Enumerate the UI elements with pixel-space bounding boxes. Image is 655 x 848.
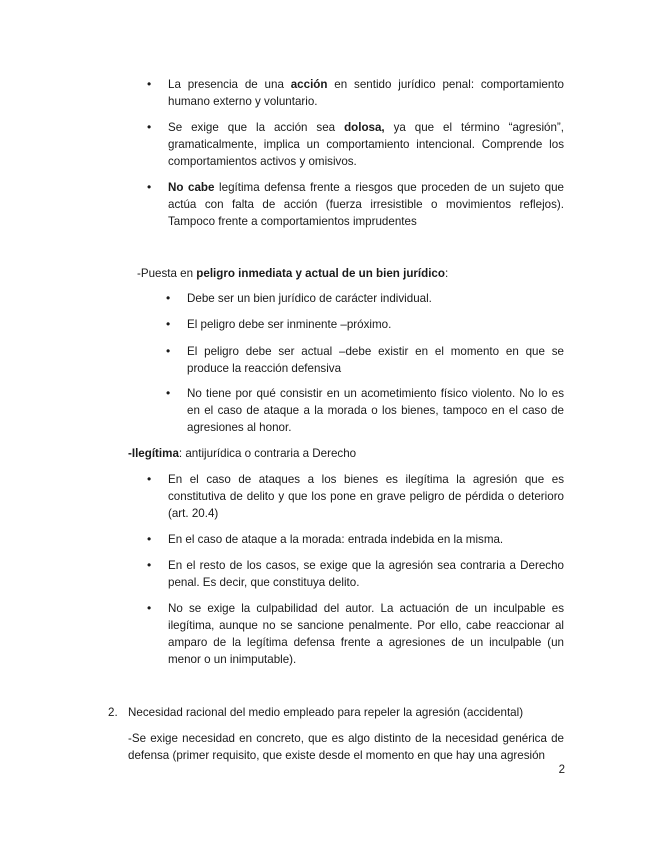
bullet-icon: • bbox=[147, 532, 152, 546]
list-item: No cabe legítima defensa frente a riesgos que proceden de un sujeto que actúa con falta de acción (fuerza irresistible o movimientos reflejos). Tampoco frente a comportamientos imprudentes bbox=[168, 181, 564, 228]
bullet-icon: • bbox=[166, 291, 171, 305]
bullet-icon: • bbox=[147, 77, 152, 91]
section-number: 2. bbox=[108, 706, 118, 719]
list-item: En el caso de ataque a la morada: entrada indebida en la misma. bbox=[168, 533, 504, 546]
list-item: No se exige la culpabilidad del autor. La actuación de un inculpable es ilegítima, aunque no se sancione penalmente. Por ello, cabe reaccionar al amparo de la legítima defensa frente a agresiones de un inculpable (un menor o un inimputable). bbox=[168, 602, 564, 666]
bullet-icon: • bbox=[147, 180, 152, 194]
section-heading: -Ilegítima: antijurídica o contraria a Derecho bbox=[128, 447, 357, 460]
list-item: El peligro debe ser actual –debe existir en el momento en que se produce la reacción defensiva bbox=[187, 345, 564, 375]
bullet-icon: • bbox=[166, 344, 171, 358]
list-item: El peligro debe ser inminente –próximo. bbox=[187, 318, 392, 331]
page-number: 2 bbox=[558, 764, 565, 776]
section-heading: -Puesta en peligro inmediata y actual de un bien jurídico: bbox=[137, 267, 449, 280]
bullet-icon: • bbox=[166, 386, 171, 400]
bullet-icon: • bbox=[147, 120, 152, 134]
section-heading: Necesidad racional del medio empleado para repeler la agresión (accidental) bbox=[128, 706, 524, 719]
list-item: Se exige que la acción sea dolosa, ya que el término “agresión”, gramaticalmente, implica un comportamiento intencional. Comprende los comportamientos activos y omisivos. bbox=[168, 121, 564, 168]
bullet-icon: • bbox=[147, 558, 152, 572]
list-item: En el resto de los casos, se exige que la agresión sea contraria a Derecho penal. Es decir, que constituya delito. bbox=[168, 559, 564, 589]
paragraph: -Se exige necesidad en concreto, que es algo distinto de la necesidad genérica de defensa (primer requisito, que existe desde el momento en que hay una agresión bbox=[128, 732, 564, 762]
list-item: No tiene por qué consistir en un acometimiento físico violento. No lo es en el caso de ataque a la morada o los bienes, tampoco en el caso de agresiones al honor. bbox=[187, 387, 564, 434]
bullet-icon: • bbox=[166, 317, 171, 331]
list-item: La presencia de una acción en sentido jurídico penal: comportamiento humano externo y voluntario. bbox=[168, 78, 564, 108]
bullet-icon: • bbox=[147, 472, 152, 486]
list-item: Debe ser un bien jurídico de carácter individual. bbox=[187, 292, 432, 305]
list-item: En el caso de ataques a los bienes es ilegítima la agresión que es constitutiva de delito y que los pone en grave peligro de pérdida o deterioro (art. 20.4) bbox=[168, 473, 564, 520]
bullet-icon: • bbox=[147, 601, 152, 615]
